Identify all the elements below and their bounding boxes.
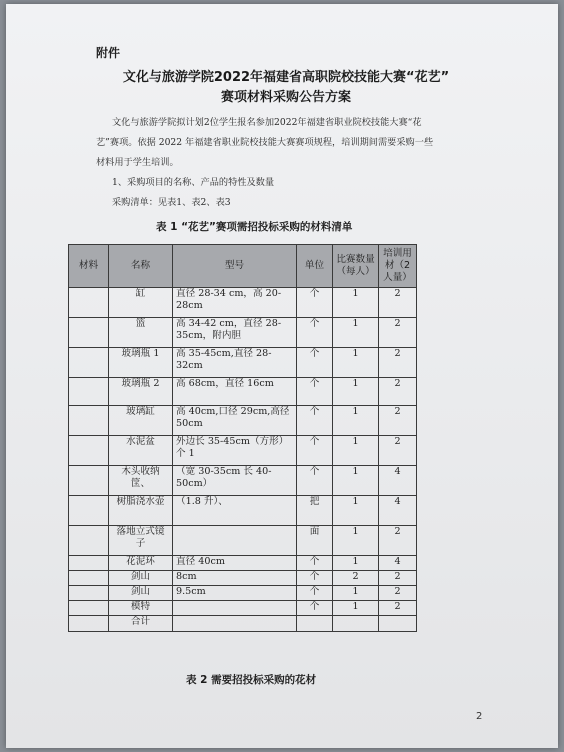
cell-name: 落地立式镜子: [109, 526, 173, 556]
intro-paragraph-line3: 材料用于学生培训。: [96, 157, 179, 168]
cell-material: [69, 348, 109, 378]
cell-match-qty: 1: [333, 496, 379, 526]
cell-train-qty: 4: [379, 556, 417, 571]
cell-material: [69, 556, 109, 571]
cell-model: （1.8 升）、: [173, 496, 297, 526]
cell-model: [173, 601, 297, 616]
table-row: [69, 406, 417, 436]
cell-match-qty: 1: [333, 348, 379, 378]
table-row: [69, 601, 417, 616]
cell-train-qty: 2: [379, 318, 417, 348]
cell-match-qty: [333, 616, 379, 632]
col-header-train-qty: 培训用材（2人量）: [379, 245, 417, 288]
col-header-unit: 单位: [297, 245, 333, 288]
cell-material: [69, 571, 109, 586]
cell-model: 高 34-42 cm，直径 28-35cm，附内胆: [173, 318, 297, 348]
cell-train-qty: 4: [379, 496, 417, 526]
cell-match-qty: 1: [333, 586, 379, 601]
cell-match-qty: 1: [333, 436, 379, 466]
cell-unit: 个: [297, 348, 333, 378]
cell-unit: 个: [297, 586, 333, 601]
cell-model: 高 40cm,口径 29cm,高径 50cm: [173, 406, 297, 436]
cell-material: [69, 436, 109, 466]
cell-train-qty: 2: [379, 406, 417, 436]
document-page: [6, 4, 558, 748]
cell-train-qty: 2: [379, 601, 417, 616]
col-header-name: 名称: [109, 245, 173, 288]
cell-match-qty: 1: [333, 406, 379, 436]
cell-model: 9.5cm: [173, 586, 297, 601]
col-header-material: 材料: [69, 245, 109, 288]
cell-unit: 个: [297, 288, 333, 318]
table-row: [69, 571, 417, 586]
cell-unit: 个: [297, 378, 333, 406]
table-row: [69, 288, 417, 318]
cell-train-qty: 4: [379, 466, 417, 496]
cell-material: [69, 616, 109, 632]
table1-caption: 表 1 “花艺”赛项需招投标采购的材料清单: [156, 221, 353, 233]
cell-match-qty: 2: [333, 571, 379, 586]
cell-model: 直径 40cm: [173, 556, 297, 571]
document-title-line2: 赛项材料采购公告方案: [220, 90, 351, 105]
table-row: [69, 466, 417, 496]
intro-paragraph-line2: 艺”赛项。依据 2022 年福建省职业院校技能大赛赛项规程，培训期间需要采购一些: [96, 137, 434, 148]
cell-match-qty: 1: [333, 378, 379, 406]
cell-unit: 个: [297, 601, 333, 616]
table-row: [69, 348, 417, 378]
table-row: [69, 586, 417, 601]
cell-material: [69, 318, 109, 348]
cell-name: 玻璃瓶 1: [109, 348, 173, 378]
section-heading-1: 1、采购项目的名称、产品的特性及数量: [112, 177, 275, 188]
cell-model: 直径 28-34 cm，高 20-28cm: [173, 288, 297, 318]
page-number: 2: [476, 711, 483, 722]
cell-name: 水泥盆: [109, 436, 173, 466]
cell-name: 模特: [109, 601, 173, 616]
cell-train-qty: 2: [379, 436, 417, 466]
cell-match-qty: 1: [333, 526, 379, 556]
cell-name: 玻璃缸: [109, 406, 173, 436]
cell-name: 剑山: [109, 571, 173, 586]
table2-caption: 表 2 需要招投标采购的花材: [186, 674, 317, 686]
table-row: [69, 378, 417, 406]
procurement-list-line: 采购清单：见表1、表2、表3: [112, 197, 231, 208]
cell-name: 缸: [109, 288, 173, 318]
document-title-line1: 文化与旅游学院2022年福建省高职院校技能大赛“花艺”: [122, 70, 450, 85]
table-row: [69, 436, 417, 466]
cell-train-qty: 2: [379, 526, 417, 556]
table-row: [69, 496, 417, 526]
col-header-match-qty: 比赛数量（每人）: [333, 245, 379, 288]
materials-table: [68, 244, 417, 632]
cell-material: [69, 288, 109, 318]
cell-name: 木头收纳筐、: [109, 466, 173, 496]
cell-unit: 个: [297, 406, 333, 436]
cell-name: 剑山: [109, 586, 173, 601]
cell-unit: [297, 616, 333, 632]
cell-train-qty: 2: [379, 571, 417, 586]
cell-match-qty: 1: [333, 288, 379, 318]
table-row: [69, 318, 417, 348]
cell-unit: 个: [297, 436, 333, 466]
cell-unit: 把: [297, 496, 333, 526]
cell-match-qty: 1: [333, 318, 379, 348]
table-row: [69, 526, 417, 556]
cell-match-qty: 1: [333, 466, 379, 496]
cell-material: [69, 378, 109, 406]
annex-label: 附件: [96, 46, 121, 60]
cell-unit: 个: [297, 466, 333, 496]
cell-unit: 个: [297, 318, 333, 348]
table-header-row: [69, 245, 417, 288]
cell-match-qty: 1: [333, 601, 379, 616]
cell-total-label: 合计: [109, 616, 173, 632]
cell-unit: 面: [297, 526, 333, 556]
cell-model: （宽 30-35cm 长 40-50cm）: [173, 466, 297, 496]
cell-train-qty: 2: [379, 288, 417, 318]
cell-match-qty: 1: [333, 556, 379, 571]
cell-train-qty: 2: [379, 378, 417, 406]
cell-train-qty: 2: [379, 348, 417, 378]
cell-material: [69, 586, 109, 601]
cell-model: 外边长 35-45cm（方形）个 1: [173, 436, 297, 466]
intro-paragraph-line1: 文化与旅游学院拟计划2位学生报名参加2022年福建省职业院校技能大赛“花: [112, 117, 422, 128]
cell-name: 花泥环: [109, 556, 173, 571]
cell-train-qty: [379, 616, 417, 632]
cell-unit: 个: [297, 556, 333, 571]
cell-name: 树脂浇水壶: [109, 496, 173, 526]
cell-train-qty: 2: [379, 586, 417, 601]
cell-name: 篮: [109, 318, 173, 348]
col-header-model: 型号: [173, 245, 297, 288]
cell-model: [173, 526, 297, 556]
cell-model: [173, 616, 297, 632]
cell-name: 玻璃瓶 2: [109, 378, 173, 406]
cell-model: 高 68cm，直径 16cm: [173, 378, 297, 406]
cell-material: [69, 601, 109, 616]
table-row: [69, 556, 417, 571]
table-total-row: [69, 616, 417, 632]
cell-model: 高 35-45cm,直径 28-32cm: [173, 348, 297, 378]
cell-model: 8cm: [173, 571, 297, 586]
cell-unit: 个: [297, 571, 333, 586]
cell-material: [69, 466, 109, 496]
cell-material: [69, 406, 109, 436]
cell-material: [69, 496, 109, 526]
cell-material: [69, 526, 109, 556]
